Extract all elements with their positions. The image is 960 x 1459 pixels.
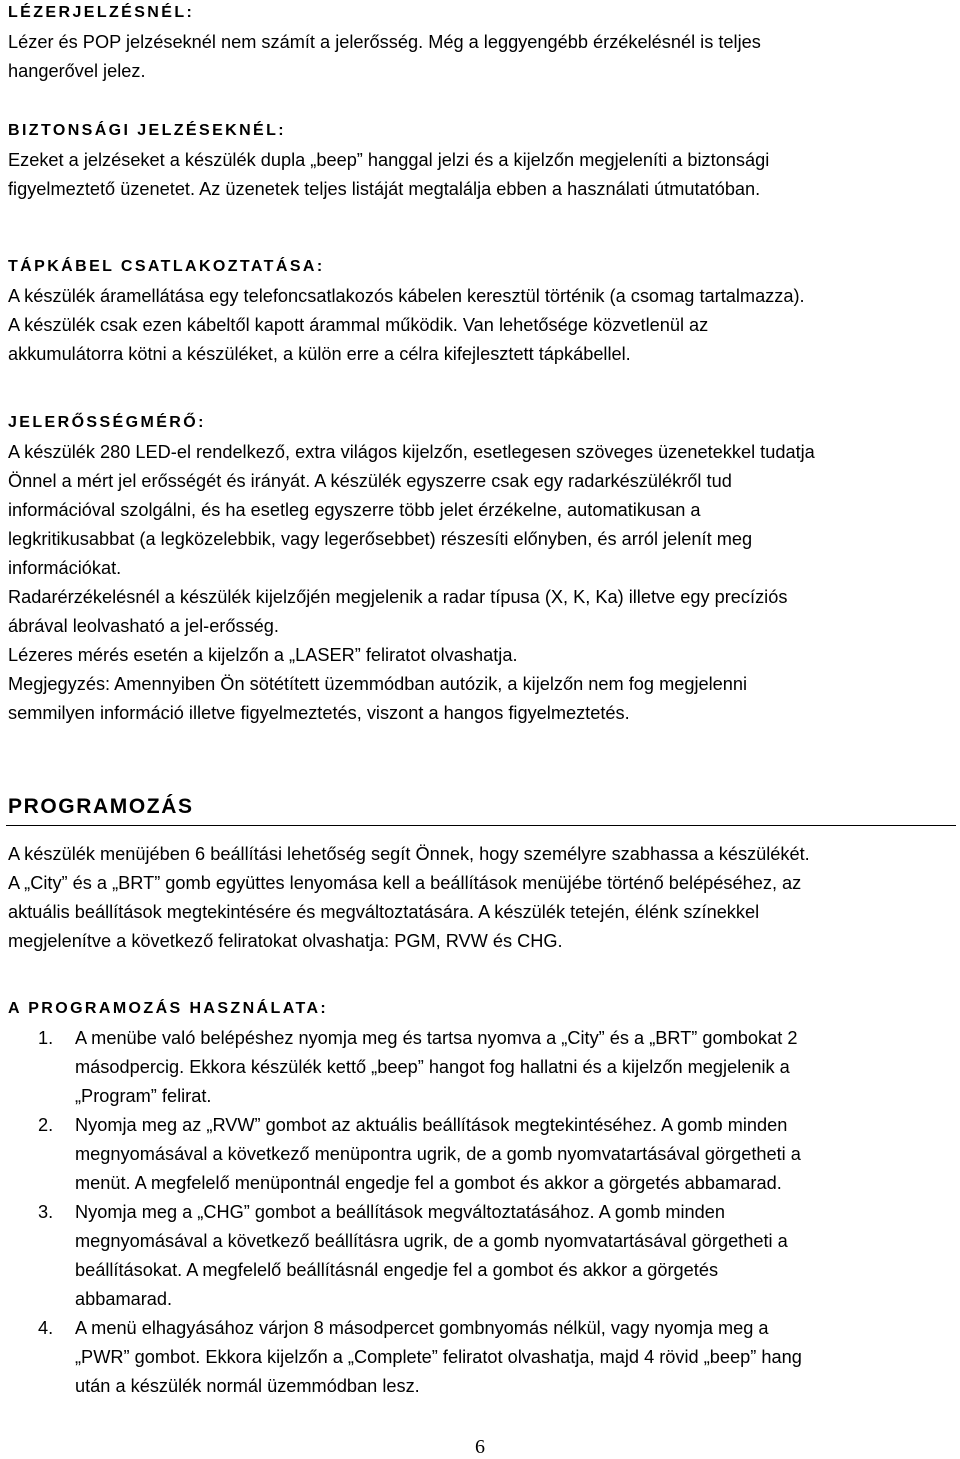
list-item	[0, 1314, 960, 1401]
list-item	[0, 1198, 960, 1314]
step-number: 2.	[38, 1115, 54, 1135]
programming-intro-paragraph	[8, 840, 960, 956]
step-number: 3.	[38, 1202, 54, 1222]
power-cable-paragraph	[8, 282, 960, 369]
text-line: Radarérzékelésnél a készülék kijelzőjén megjelenik a radar típusa (X, K, Ka) illetve egy precíziós	[8, 587, 788, 607]
text-line: abbamarad.	[75, 1289, 173, 1309]
step-text	[0, 1198, 960, 1314]
text-line: akkumulátorra kötni a készüléket, a külön erre a célra kifejlesztett tápkábellel.	[8, 344, 631, 364]
list-item	[0, 1111, 960, 1198]
text-line: beállításokat. A megfelelő beállításnál engedje fel a gombot és akkor a görgetés	[75, 1260, 719, 1280]
list-item	[0, 1024, 960, 1111]
step-number: 1.	[38, 1028, 54, 1048]
signal-meter-paragraph	[8, 438, 960, 728]
text-line: A készülék 280 LED-el rendelkező, extra világos kijelzőn, esetlegesen szöveges üzenetekkel tudatja	[8, 442, 815, 462]
laser-paragraph	[8, 28, 960, 86]
text-line: információval szolgálni, és ha esetleg egyszerre több jelet érzékelne, automatikusan a	[8, 500, 701, 520]
section-divider	[6, 825, 956, 826]
programming-steps-list	[0, 1024, 960, 1401]
text-line: hangerővel jelez.	[8, 61, 146, 81]
programming-usage-heading: A PROGRAMOZÁS HASZNÁLATA:	[8, 1000, 329, 1017]
text-line: Megjegyzés: Amennyiben Ön sötétített üzemmódban autózik, a kijelzőn nem fog megjelenni	[8, 674, 748, 694]
text-line: A készülék menüjében 6 beállítási lehetőség segít Önnek, hogy személyre szabhassa a készülékét.	[8, 844, 810, 864]
text-line: „PWR” gombot. Ekkora kijelzőn a „Complete” feliratot olvashatja, majd 4 rövid „beep” hang	[75, 1347, 802, 1367]
text-line: ábrával leolvasható a jel-erősség.	[8, 616, 279, 636]
power-cable-heading: TÁPKÁBEL CSATLAKOZTATÁSA:	[8, 258, 325, 275]
text-line: Lézer és POP jelzéseknél nem számít a jelerősség. Még a leggyengébb érzékelésnél is teljes	[8, 32, 761, 52]
step-text	[0, 1024, 960, 1111]
text-line: semmilyen információ illetve figyelmeztetés, viszont a hangos figyelmeztetés.	[8, 703, 630, 723]
step-text	[0, 1111, 960, 1198]
text-line: Nyomja meg a „CHG” gombot a beállítások megváltoztatásához. A gomb minden	[75, 1202, 726, 1222]
text-line: A készülék áramellátása egy telefoncsatlakozós kábelen keresztül történik (a csomag tartalmazza).	[8, 286, 805, 306]
text-line: Ezeket a jelzéseket a készülék dupla „beep” hanggal jelzi és a kijelzőn megjeleníti a biztonsági	[8, 150, 770, 170]
text-line: Lézeres mérés esetén a kijelzőn a „LASER” feliratot olvashatja.	[8, 645, 518, 665]
text-line: után a készülék normál üzemmódban lesz.	[75, 1376, 420, 1396]
laser-heading: LÉZERJELZÉSNÉL:	[8, 4, 195, 21]
text-line: Önnel a mért jel erősségét és irányát. A készülék egyszerre csak egy radarkészülékről tud	[8, 471, 732, 491]
text-line: megjelenítve a következő feliratokat olvashatja: PGM, RVW és CHG.	[8, 931, 563, 951]
text-line: A „City” és a „BRT” gomb együttes lenyomása kell a beállítások menüjébe történő belépéséhez, az	[8, 873, 802, 893]
text-line: A menübe való belépéshez nyomja meg és tartsa nyomva a „City” és a „BRT” gombokat 2	[75, 1028, 798, 1048]
programming-section-title: PROGRAMOZÁS	[8, 795, 194, 818]
text-line: menüt. A megfelelő menüpontnál engedje fel a gombot és akkor a görgetés abbamarad.	[75, 1173, 782, 1193]
step-number: 4.	[38, 1318, 54, 1338]
signal-meter-heading: JELERŐSSÉGMÉRŐ:	[8, 414, 206, 431]
text-line: megnyomásával a következő menüpontra ugrik, de a gomb nyomvatartásával görgetheti a	[75, 1144, 801, 1164]
text-line: másodpercig. Ekkora készülék kettő „beep” hangot fog hallatni és a kijelzőn megjelenik a	[75, 1057, 790, 1077]
page-number: 6	[475, 1436, 485, 1458]
text-line: legkritikusabbat (a legközelebbik, vagy legerősebbet) részesíti előnyben, és arról jelenít meg	[8, 529, 753, 549]
safety-paragraph	[8, 146, 960, 204]
text-line: megnyomásával a következő beállításra ugrik, de a gomb nyomvatartásával görgetheti a	[75, 1231, 788, 1251]
text-line: információkat.	[8, 558, 122, 578]
text-line: A készülék csak ezen kábeltől kapott árammal működik. Van lehetősége közvetlenül az	[8, 315, 709, 335]
text-line: Nyomja meg az „RVW” gombot az aktuális beállítások megtekintéséhez. A gomb minden	[75, 1115, 788, 1135]
text-line: aktuális beállítások megtekintésére és megváltoztatására. A készülék tetején, élénk színekkel	[8, 902, 760, 922]
step-text	[0, 1314, 960, 1401]
text-line: A menü elhagyásához várjon 8 másodpercet gombnyomás nélkül, vagy nyomja meg a	[75, 1318, 769, 1338]
text-line: „Program” felirat.	[75, 1086, 212, 1106]
text-line: figyelmeztető üzenetet. Az üzenetek teljes listáját megtalálja ebben a használati útmutatóban.	[8, 179, 761, 199]
safety-heading: BIZTONSÁGI JELZÉSEKNÉL:	[8, 122, 287, 139]
